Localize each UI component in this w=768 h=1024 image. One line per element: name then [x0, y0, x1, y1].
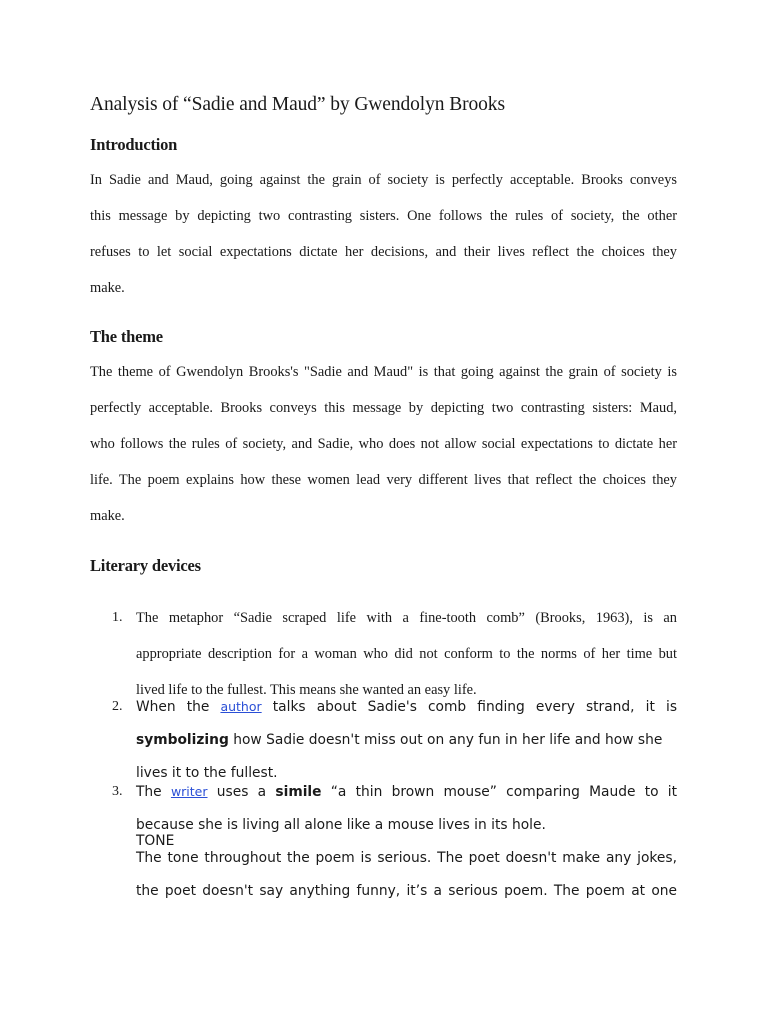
text-run: When the	[136, 699, 210, 715]
text-run: “a thin brown mouse” comparing Maude to it	[330, 784, 678, 800]
paragraph-theme	[90, 354, 677, 534]
text-line: because she is living all alone like a mouse lives in its hole.	[136, 817, 546, 833]
text-line: refuses to let social expectations dictate her decisions, and their lives reflect the choices they	[90, 244, 677, 260]
heading-theme: The theme	[90, 327, 163, 346]
text-line: The metaphor “Sadie scraped life with a fine-tooth comb” (Brooks, 1963), is an	[136, 610, 677, 626]
heading-literary-devices: Literary devices	[90, 556, 201, 575]
text-line: appropriate description for a woman who did not conform to the norms of her time but	[136, 646, 677, 662]
heading-introduction: Introduction	[90, 135, 178, 154]
text-line: the poet doesn't say anything funny, it’s a serious poem. The poem at one	[136, 883, 677, 899]
text-run: The	[136, 784, 162, 800]
tone-label: TONE	[136, 833, 175, 849]
text-line: lived life to the fullest. This means she wanted an easy life.	[136, 682, 477, 698]
text-run: talks about Sadie's comb finding every strand, it is	[272, 699, 678, 715]
document-title: Analysis of “Sadie and Maud” by Gwendolyn Brooks	[90, 94, 505, 115]
text-line: In Sadie and Maud, going against the grain of society is perfectly acceptable. Brooks conveys	[90, 172, 677, 188]
text-run: how Sadie doesn't miss out on any fun in her life and how she	[228, 732, 663, 748]
text-line	[136, 775, 677, 809]
text-line: this message by depicting two contrasting sisters. One follows the rules of society, the other	[90, 208, 677, 224]
text-run: uses a	[216, 784, 267, 800]
paragraph-introduction	[90, 162, 677, 306]
text-line: lives it to the fullest.	[136, 765, 278, 781]
text-line: The theme of Gwendolyn Brooks's "Sadie and Maud" is that going against the grain of society is	[90, 364, 677, 380]
emphasis-text: symbolizing	[136, 732, 229, 748]
emphasis-text: simile	[275, 784, 322, 800]
text-line	[136, 724, 677, 757]
text-line: life. The poem explains how these women lead very different lives that reflect the choices they	[90, 472, 677, 488]
text-line: perfectly acceptable. Brooks conveys this message by depicting two contrasting sisters: Maud,	[90, 400, 677, 416]
list-item	[136, 775, 677, 842]
text-line: make.	[90, 508, 125, 524]
writer-link[interactable]: writer	[170, 784, 208, 799]
list-number: 3.	[112, 784, 123, 799]
author-link[interactable]: author	[220, 699, 262, 714]
text-line	[136, 690, 677, 724]
text-line: make.	[90, 280, 125, 296]
text-line: The tone throughout the poem is serious. The poet doesn't make any jokes,	[136, 850, 677, 866]
list-number: 1.	[112, 610, 123, 625]
list-number: 2.	[112, 699, 123, 714]
text-line: who follows the rules of society, and Sadie, who does not allow social expectations to dictate her	[90, 436, 677, 452]
paragraph-tone	[136, 842, 677, 908]
